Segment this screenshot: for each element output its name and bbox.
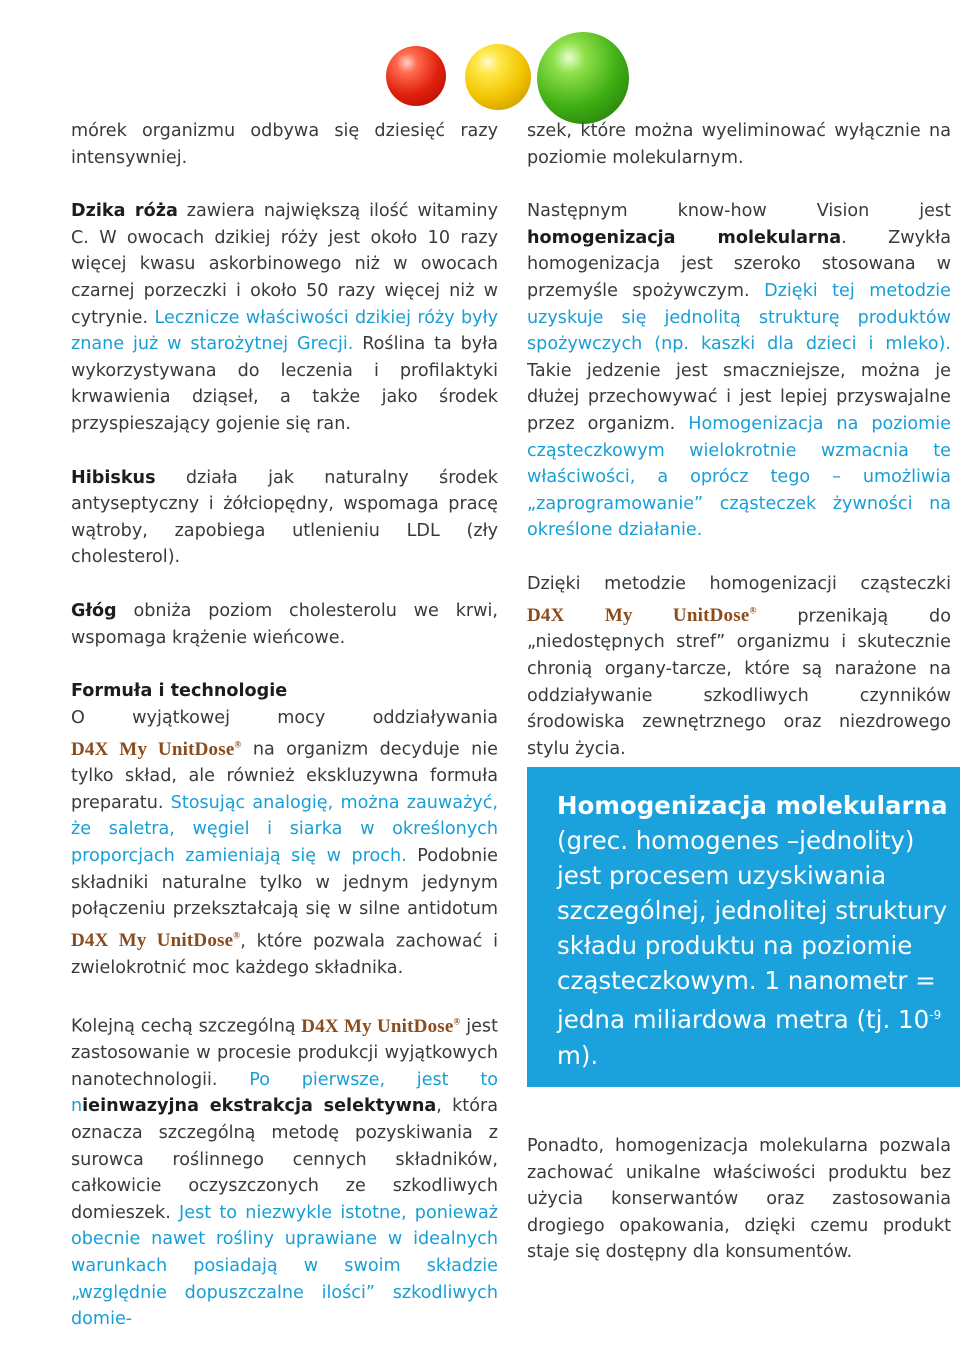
- left-paragraph-hibiskus: [71, 465, 498, 571]
- highlight-text: Jest to niezwykle istotne, ponieważ obecnie nawet rośliny uprawiane w idealnych warunkach posiadają w swoim składzie „względnie dopuszczalne ilości” szkodliwych domie-: [71, 1202, 498, 1330]
- text: (grec. homogenes –jednolity) jest procesem uzyskiwania szczególnej, jednolitej struktury składu produktu na poziomie cząsteczkowym. 1 nanometr = jedna miliardowa metra (tj. 10: [557, 825, 948, 1035]
- text: Roślina ta była wykorzystywana do leczenia i profilaktyki krwawienia dziąseł, a także jako środek przyspieszający gojenie się ran.: [71, 334, 498, 434]
- term-hibiskus: Hibiskus: [71, 467, 156, 488]
- brand-reg: ®: [453, 1016, 461, 1027]
- text: przenikają do „niedostępnych stref” organizmu i skutecznie chronią organy-tarcze, które są narażone na oddziaływanie szkodliwych czynników środowiska zewnętrznego oraz niezdrowego stylu życia.: [527, 605, 951, 759]
- highlight-text: Homogenizacja na poziomie cząsteczkowym wielokrotnie wzmacnia te właściwości, a oprócz tego – umożliwia „zaprogramowanie” cząsteczek żywności na określone działanie.: [527, 413, 951, 541]
- text: zawiera największą ilość witaminy C. W owocach dzikiej róży jest około 10 razy więcej kwasu askorbinowego niż w owocach czarnej porzeczki i około 50 razy więcej niż w cytrynie.: [71, 201, 498, 328]
- text: Takie jedzenie jest smaczniejsze, można je dłużej przechowywać i jest lepiej przyswajalne przez organizm.: [527, 360, 951, 434]
- text: działa jak naturalny środek antyseptyczny i żółciopędny, wspomaga pracę wątroby, zapobiega utlenieniu LDL (zły cholesterol).: [71, 467, 498, 568]
- left-paragraph-formula: [71, 705, 498, 982]
- brand-logo: [71, 739, 241, 760]
- term-glog: Głóg: [71, 600, 117, 621]
- traffic-light-balls: [0, 40, 960, 130]
- highlight-text: Po pierwsze, jest to n: [71, 1069, 498, 1117]
- left-paragraph-nanotech: [71, 1008, 498, 1332]
- text: , która oznacza szczególną metodę pozyskiwania z surowca roślinnego cennych składników, całkowicie oczyszczonych ze szkodliwych domieszek.: [71, 1096, 498, 1223]
- brand-logo: [71, 930, 240, 951]
- right-paragraph-homogenizacja: [527, 198, 951, 544]
- brand-reg: ®: [749, 605, 757, 616]
- brand-logo: [527, 605, 756, 626]
- term-dzika-roza: Dzika róża: [71, 201, 178, 222]
- highlight-text: Dzięki tej metodzie uzyskuje się jednolitą strukturę produktów spożywczych (np. kaszki dla dzieci i mleko).: [527, 280, 951, 355]
- text: . Zwykła homogenizacja jest szeroko stosowana w przemyśle spożywczym.: [527, 227, 951, 301]
- brand-logo: [301, 1016, 460, 1037]
- right-column: [527, 118, 951, 762]
- highlight-text: Lecznicze właściwości dzikiej róży były znane już w starożytnej Grecji.: [71, 307, 498, 355]
- text: Kolejną cechą szczególną: [71, 1016, 302, 1037]
- right-paragraph-czasteczki: [527, 571, 951, 762]
- left-paragraph-1: mórek organizmu odbywa się dziesięć razy intensywniej.: [71, 121, 498, 168]
- text: na organizm decyduje nie tylko skład, ale również ekskluzywna formuła preparatu.: [71, 739, 499, 813]
- left-paragraph-dzika-roza: [71, 198, 498, 437]
- definition-box: [527, 767, 960, 1087]
- text: O wyjątkowej mocy oddziaływania: [71, 707, 498, 728]
- green-ball-icon: [537, 32, 629, 124]
- term-homogenizacja: homogenizacja molekularna: [527, 227, 842, 248]
- brand-name: D4X My UnitDose: [71, 738, 235, 760]
- text: , które pozwala zachować i zwielokrotnić moc każdego składnika.: [71, 931, 498, 978]
- yellow-ball-icon: [465, 44, 531, 110]
- text: Podobnie składniki naturalne tylko w jednym jedynym połączeniu przekształcają się w silne antidotum: [71, 845, 498, 920]
- left-paragraph-glog: [71, 598, 498, 651]
- highlight-text: Stosując analogię, można zauważyć, że saletra, węgiel i siarka w określonych proporcjach zamieniają się w proch.: [71, 792, 498, 866]
- left-column: [71, 118, 498, 1333]
- term-ekstrakcja: ieinwazyjna ekstrakcja selektywna: [82, 1096, 437, 1117]
- right-column-bottom: [527, 1133, 951, 1266]
- text: obniża poziom cholesterolu we krwi, wspomaga krążenie wieńcowe.: [71, 600, 498, 648]
- brand-name: D4X My UnitDose: [71, 930, 234, 952]
- exponent: -9: [929, 1008, 942, 1023]
- text: Dzięki metodzie homogenizacji cząsteczki: [527, 573, 951, 594]
- brand-reg: ®: [234, 739, 242, 750]
- red-ball-icon: [386, 46, 446, 106]
- text: Następnym know-how Vision jest: [527, 201, 951, 222]
- brand-reg: ®: [233, 930, 241, 941]
- right-paragraph-ponadto: Ponadto, homogenizacja molekularna pozwala zachować unikalne właściwości produktu bez użycia konserwantów oraz zastosowania drogiego opakowania, dzięki czemu produkt staje się dostępny dla konsumentów.: [527, 1136, 951, 1263]
- brand-name: D4X My UnitDose: [301, 1015, 454, 1037]
- section-heading: Formuła i technologie: [71, 681, 288, 702]
- brand-name: D4X My UnitDose: [527, 604, 750, 626]
- right-paragraph-1: szek, które można wyeliminować wyłącznie na poziomie molekularnym.: [527, 121, 951, 168]
- text: m).: [557, 1040, 599, 1070]
- text: jest zastosowanie w procesie produkcji wyjątkowych nanotechnologii.: [71, 1016, 498, 1090]
- definition-title: Homogenizacja molekularna: [557, 791, 948, 820]
- definition-text: [557, 789, 952, 1073]
